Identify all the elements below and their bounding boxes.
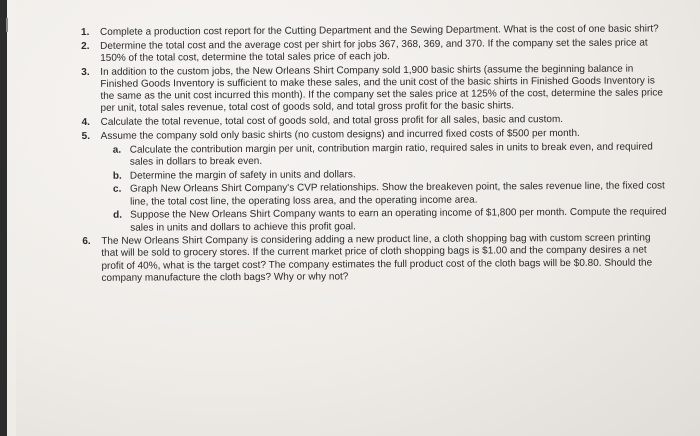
sub-question-text: Calculate the contribution margin per unit, contribution margin ratio, required sales in units to break even, and required sales in dollars to break even. (129, 141, 653, 168)
sub-question-item-5c (101, 181, 669, 209)
question-item-5 (79, 127, 670, 235)
question-number: 6. (82, 236, 91, 248)
question-text: Determine the total cost and the average cost per shirt for jobs 367, 368, 369, and 370. If the company set the sales price at 150% of the total cost, determine the total sales price of each job. (100, 37, 648, 64)
question-list (78, 23, 670, 286)
question-number: 5. (81, 130, 91, 142)
left-edge-mark (6, 18, 8, 32)
sub-question-letter: a. (112, 144, 122, 156)
sub-question-text: Suppose the New Orleans Shirt Company wants to earn an operating income of $1,800 per month. Compute the required sales in units and dollars to achieve this profit goal. (130, 206, 667, 234)
question-item-2 (78, 37, 668, 65)
sub-question-item-5d (101, 207, 669, 235)
question-item-3 (78, 63, 668, 115)
question-text: Calculate the total revenue, total cost of goods sold, and total gross profit for all sales, basic and custom. (100, 113, 564, 128)
question-text: Assume the company sold only basic shirts (no custom designs) and incurred fixed costs of $500 per month. (100, 127, 580, 142)
sub-question-letter: b. (112, 170, 122, 182)
question-number: 3. (81, 66, 90, 78)
sub-question-item-5a (101, 141, 669, 169)
document-page (16, 0, 700, 436)
sub-question-list (101, 141, 670, 234)
question-text: Complete a production cost report for the Cutting Department and the Sewing Department. What is the cost of one basic shirt? (99, 23, 659, 38)
question-item-6 (79, 233, 669, 285)
sub-question-text: Graph New Orleans Shirt Company's CVP relationships. Show the breakeven point, the sales revenue line, the fixed cost line, the total cost line, the operating loss area, and the operating income area. (129, 180, 665, 208)
sub-question-letter: c. (112, 184, 122, 196)
left-binding-edge (0, 0, 7, 436)
sub-question-text: Determine the margin of safety in units and dollars. (129, 169, 356, 182)
question-number: 1. (80, 26, 90, 38)
sub-question-letter: d. (113, 210, 123, 222)
question-number: 2. (81, 40, 90, 52)
question-number: 4. (81, 116, 90, 128)
question-text: The New Orleans Shirt Company is considering adding a new product line, a cloth shopping bag with custom screen printing that will be sold to grocery stores. If the current market price of cloth shopping bags is $1.00 and the company desires a net profit of 40%, what is the target cost? The company estimates the full product cost of the cloth bags will be $0.80. Should the company manufacture the cloth bags? Why or why not? (101, 232, 653, 284)
question-text: In addition to the custom jobs, the New Orleans Shirt Company sold 1,900 basic shirts (assume the beginning balance in Finished Goods Inventory is sufficient to make these sales, and the unit cost of the basic shirts in Finished Goods Inventory is the same as the unit cost incurred this month). If the company set the sales price at 125% of the cost, determine the sales price per unit, total sales revenue, total cost of goods sold, and total gross profit for the basic shirts. (100, 63, 663, 115)
